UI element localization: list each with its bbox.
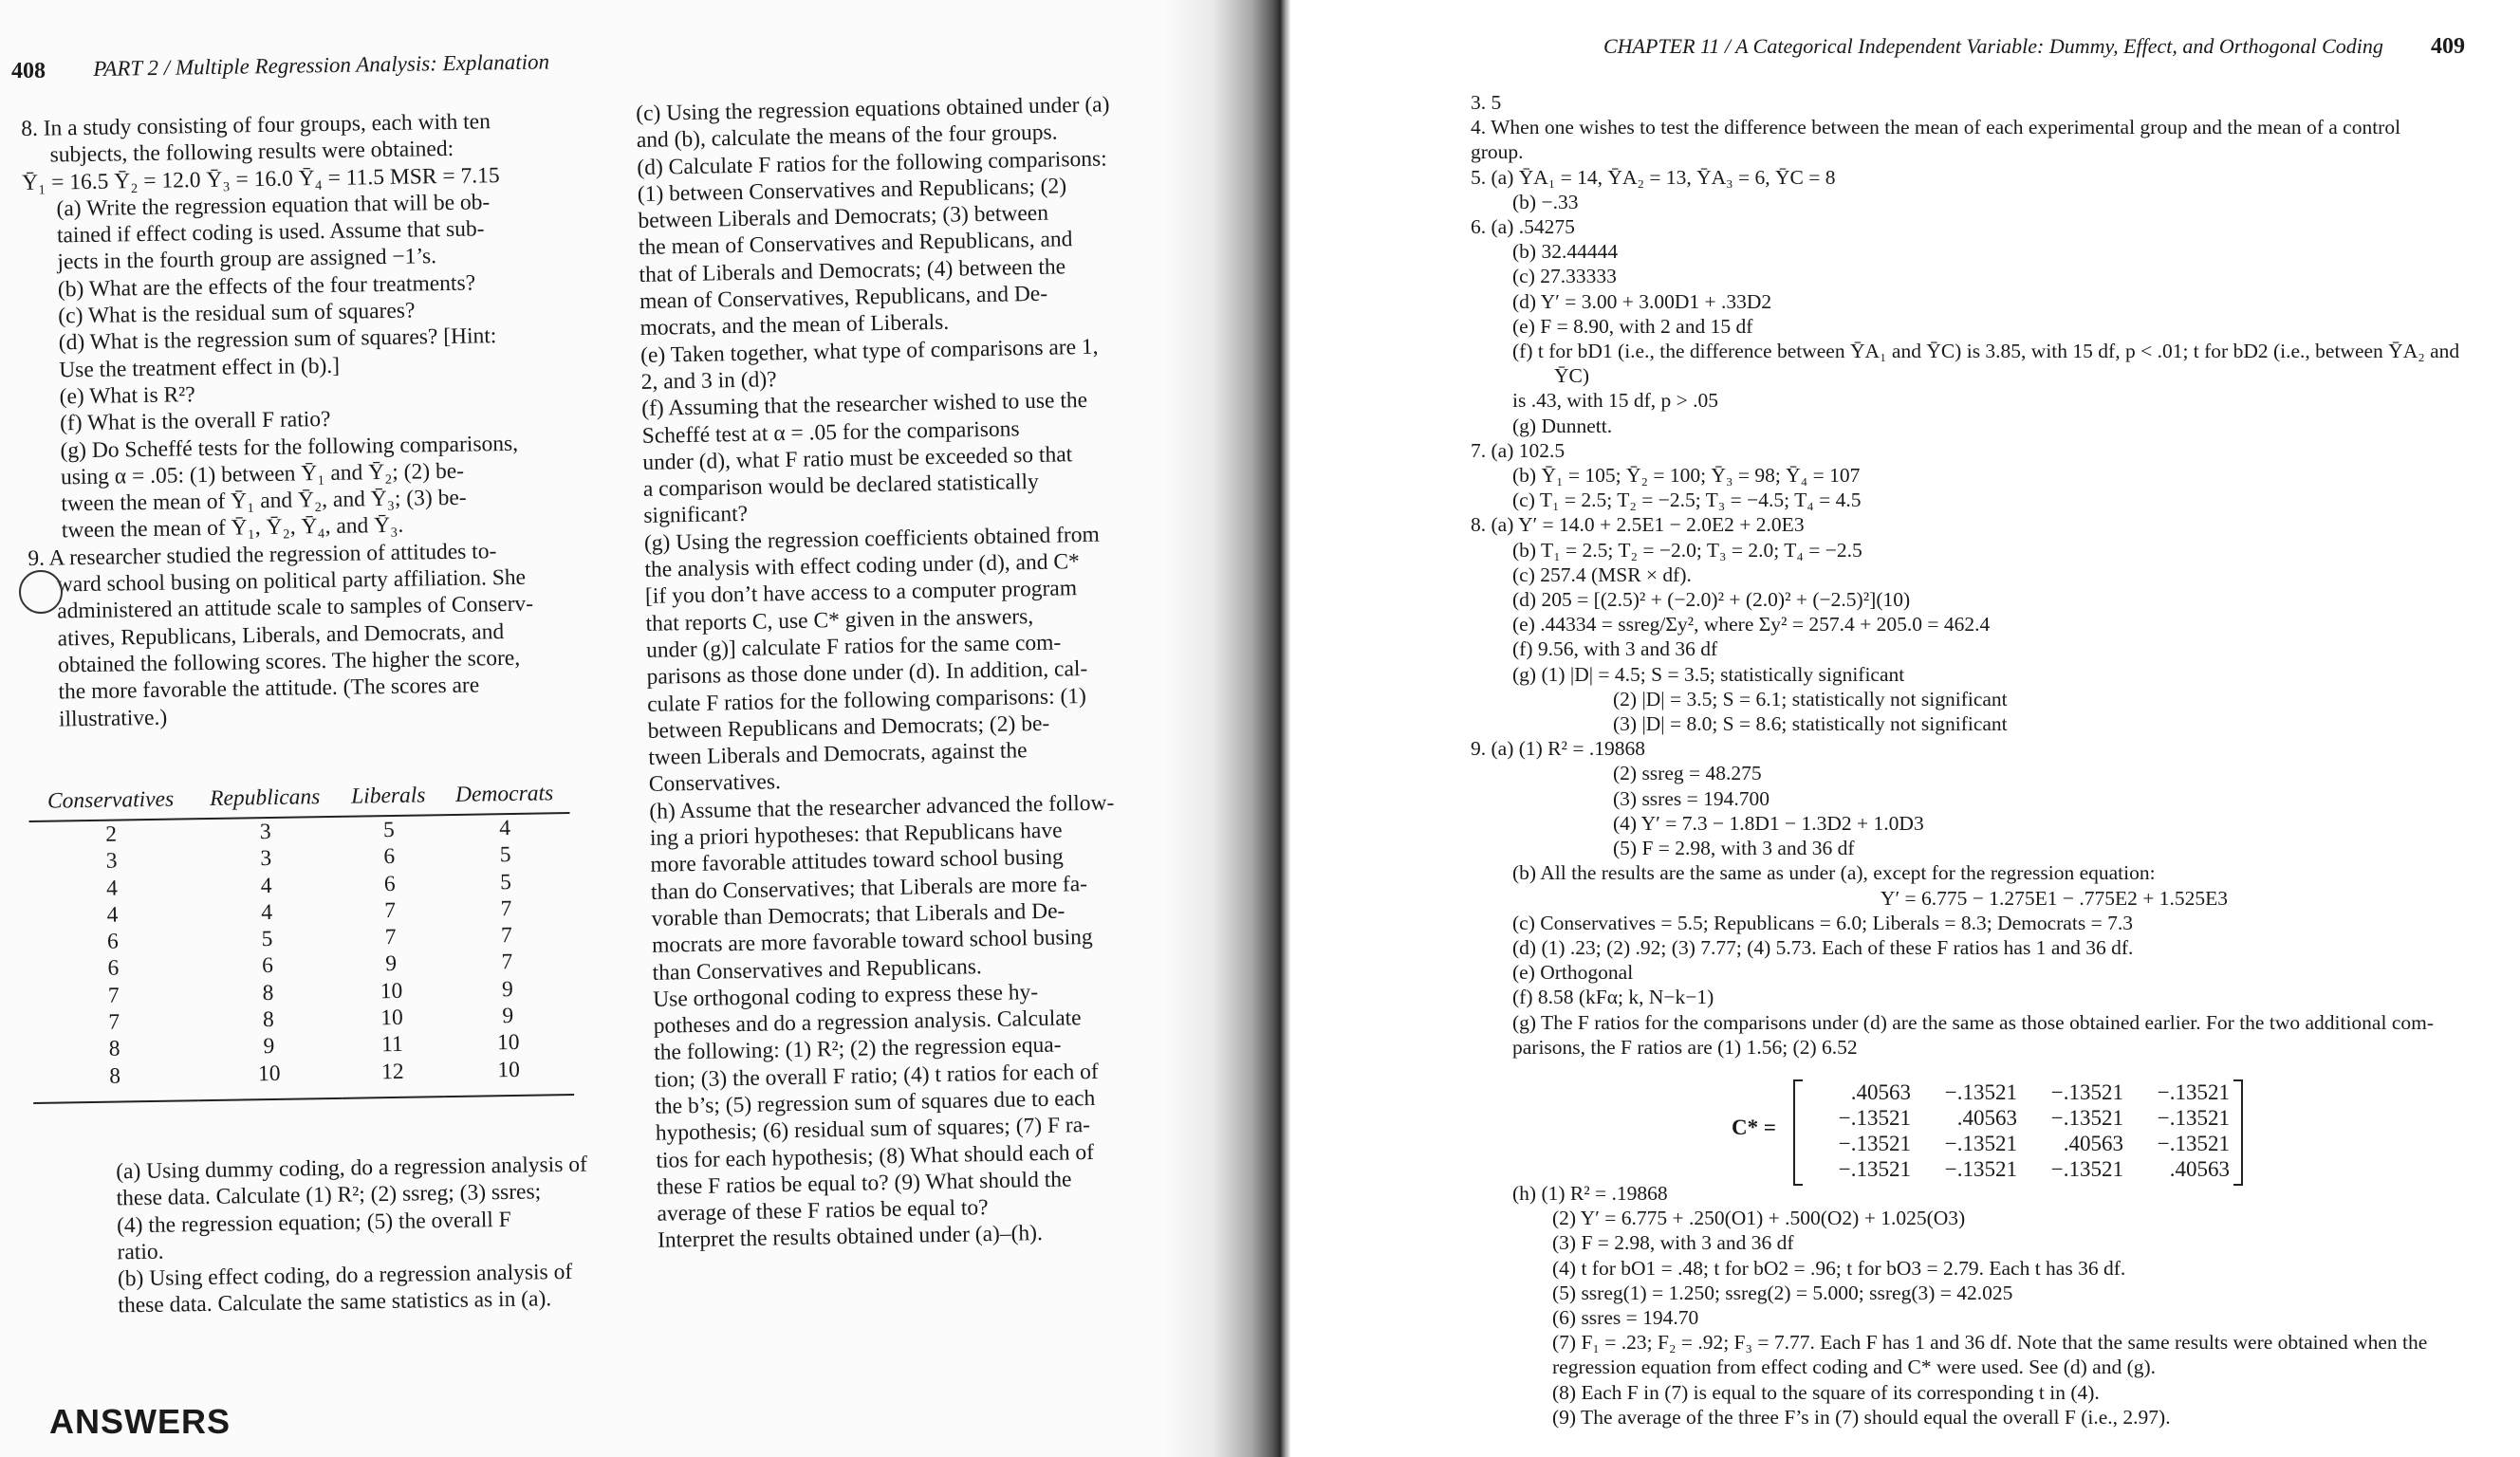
text-line: 5. (a) ȲA₁ = 14, ȲA₂ = 13, ȲA₃ = 6, ȲC = 8 <box>1471 165 1836 189</box>
table-body <box>29 813 575 1103</box>
text-line: 9. (a) (1) R² = .19868 <box>1471 737 1645 761</box>
text-line: tained if effect coding is used. Assume that sub- <box>56 216 485 249</box>
text-line: obtained the following scores. The higher the score, <box>57 645 521 678</box>
text-line: 7. (a) 102.5 <box>1471 438 1566 462</box>
left-column-1-tail <box>82 1152 592 1320</box>
matrix-right-bracket <box>2233 1079 2243 1186</box>
text-line: (4) Y′ = 7.3 − 1.8D1 − 1.3D2 + 1.0D3 <box>1613 811 1924 835</box>
matrix-rows <box>1805 1079 2230 1182</box>
table-cell: 7 <box>501 950 513 975</box>
text-line: these data. Calculate (1) R²; (2) ssreg; (3) ssres; <box>116 1179 542 1211</box>
column-header: Republicans <box>193 784 338 819</box>
problem-9-circle-mark <box>19 570 63 614</box>
text-line: (f) What is the overall F ratio? <box>59 407 331 436</box>
table-cell: 3 <box>105 848 118 875</box>
text-line: the analysis with effect coding under (d), and C* <box>644 549 1081 582</box>
matrix-cell: −.13521 <box>2157 1080 2230 1104</box>
text-line: significant? <box>643 502 749 529</box>
left-page <box>0 0 1233 1457</box>
text-line: tion; (3) the overall F ratio; (4) t ratios for each of <box>654 1059 1099 1093</box>
text-line: culate F ratios for the following comparisons: (1) <box>646 683 1087 717</box>
table-cell: 5 <box>382 817 395 843</box>
text-line: the mean of Conservatives and Republicans, and <box>638 227 1073 261</box>
text-line: ward school busing on political party affiliation. She <box>56 564 527 598</box>
text-line: (e) .44334 = ssreg/Σy², where Σy² = 257.4 + 205.0 = 462.4 <box>1512 613 1991 636</box>
text-line: (g) (1) |D| = 4.5; S = 3.5; statistically significant <box>1512 662 1905 686</box>
table-cell: 4 <box>105 876 119 901</box>
text-line: that reports C, use C* given in the answers, <box>645 603 1034 636</box>
text-line: potheses and do a regression analysis. Calculate <box>653 1005 1082 1039</box>
text-line: [if you don’t have access to a computer program <box>644 576 1078 610</box>
text-line: 4. When one wishes to test the difference between the mean of each experimental group and the mean of a control <box>1471 116 2401 139</box>
text-line: (8) Each F in (7) is equal to the square of its corresponding t in (4). <box>1552 1380 2100 1404</box>
text-line: vorable than Democrats; that Liberals and De- <box>651 898 1065 931</box>
table-cell: 7 <box>500 895 512 922</box>
text-line: (d) 205 = [(2.5)² + (−2.0)² + (2.0)² + (−2.5)²](10) <box>1512 588 1911 612</box>
text-line: (6) ssres = 194.70 <box>1552 1306 1699 1330</box>
text-line: ratio. <box>117 1239 164 1265</box>
text-line: (f) 9.56, with 3 and 36 df <box>1512 637 1718 661</box>
text-line: tween Liberals and Democrats, against the <box>648 738 1028 770</box>
table-cell: 6 <box>107 956 120 982</box>
left-page-number: 408 <box>11 59 46 83</box>
text-line: Ȳ₁ = 16.5 Ȳ₂ = 12.0 Ȳ₃ = 16.0 Ȳ₄ = 11.5 MSR = 7.15 <box>21 162 500 195</box>
answers-column-b <box>1471 1181 2495 1429</box>
table-cell: 9 <box>385 951 398 977</box>
text-line: these F ratios be equal to? (9) What should the <box>656 1167 1072 1200</box>
answers-heading: ANSWERS <box>49 1402 232 1441</box>
table-cell: 7 <box>500 923 513 949</box>
text-line: 9. A researcher studied the regression of attitudes to- <box>28 538 497 571</box>
text-line: tween the mean of Ȳ₁, Ȳ₂, Ȳ₄, and Ȳ₃. <box>61 513 404 544</box>
table-cell: 9 <box>502 1004 514 1029</box>
matrix-row <box>1805 1079 2230 1105</box>
table-cell: 9 <box>501 976 513 1002</box>
table-cell: 10 <box>196 1060 342 1101</box>
table-cell: 10 <box>380 978 403 1004</box>
text-line: mocrats are more favorable toward school busing <box>651 925 1093 959</box>
matrix-cell: .40563 <box>1850 1080 1911 1104</box>
table-cell: 5 <box>261 927 273 952</box>
text-line: jects in the fourth group are assigned −1’s. <box>57 244 437 275</box>
matrix-cell: .40563 <box>2169 1157 2230 1181</box>
text-line: 8. (a) Y′ = 14.0 + 2.5E1 − 2.0E2 + 2.0E3 <box>1471 513 1805 537</box>
matrix-cell: −.13521 <box>1838 1157 1911 1181</box>
text-line: (a) Write the regression equation that will be ob- <box>56 190 491 222</box>
table-cell: 6 <box>383 871 396 896</box>
text-line: administered an attitude scale to samples of Conserv- <box>57 591 534 624</box>
table-row <box>33 1056 575 1103</box>
text-line: (d) (1) .23; (2) .92; (3) 7.77; (4) 5.73. Each of these F ratios has 1 and 36 df. <box>1512 935 2134 959</box>
table-cell: 4 <box>261 899 273 926</box>
table-cell: 8 <box>33 1061 197 1103</box>
table-cell: 10 <box>443 1056 574 1097</box>
text-line: 3. 5 <box>1471 91 1502 114</box>
attitude-scores-table <box>28 781 574 1104</box>
matrix-cell: −.13521 <box>2157 1132 2230 1155</box>
matrix-cell: −.13521 <box>2050 1106 2123 1130</box>
matrix-row <box>1805 1105 2230 1131</box>
table-cell: 6 <box>261 953 274 979</box>
text-line: hypothesis; (6) residual sum of squares; (7) F ra- <box>655 1113 1091 1147</box>
text-line: (f) Assuming that the researcher wished to use the <box>640 388 1088 422</box>
text-line: Scheffé test at α = .05 for the comparisons <box>641 415 1020 449</box>
text-line: (c) What is the residual sum of squares? <box>58 298 416 329</box>
table-cell: 4 <box>106 902 119 928</box>
text-line: between Republicans and Democrats; (2) be- <box>647 710 1050 744</box>
text-line: (b) Using effect coding, do a regression analysis of <box>117 1260 573 1292</box>
table-cell: 11 <box>380 1032 403 1058</box>
text-line: illustrative.) <box>58 705 168 731</box>
text-line: average of these F ratios be equal to? <box>657 1195 989 1226</box>
text-line: (d) What is the regression sum of squares? [Hint: <box>58 323 497 356</box>
text-line: (3) ssres = 194.700 <box>1613 786 1770 810</box>
text-line: (1) between Conservatives and Republicans; (2) <box>637 174 1067 207</box>
table-cell: 9 <box>263 1034 275 1060</box>
text-line: tween the mean of Ȳ₁ and Ȳ₂, and Ȳ₃; (3) be- <box>61 485 467 517</box>
table-cell: 3 <box>260 846 272 872</box>
table-cell: 7 <box>384 925 397 950</box>
text-line: (b) T₁ = 2.5; T₂ = −2.0; T₃ = 2.0; T₄ = −2.5 <box>1512 538 1862 562</box>
text-line: regression equation from effect coding and C* were used. See (d) and (g). <box>1552 1356 2157 1379</box>
text-line: (c) 257.4 (MSR × df). <box>1512 563 1692 586</box>
matrix-cell: .40563 <box>2063 1132 2123 1155</box>
text-line: group. <box>1471 140 1524 164</box>
column-header: Democrats <box>439 781 570 815</box>
text-line: that of Liberals and Democrats; (4) between the <box>639 254 1066 287</box>
text-line: (c) Conservatives = 5.5; Republicans = 6.0; Liberals = 8.3; Democrats = 7.3 <box>1512 911 2133 934</box>
matrix-cell: −.13521 <box>1944 1157 2017 1181</box>
text-line: (5) ssreg(1) = 1.250; ssreg(2) = 5.000; ssreg(3) = 42.025 <box>1552 1281 2013 1304</box>
answers-column-a <box>1471 90 2495 1060</box>
text-line: (2) ssreg = 48.275 <box>1613 762 1762 785</box>
text-line: using α = .05: (1) between Ȳ₁ and Ȳ₂; (2) be- <box>60 458 465 490</box>
matrix-cell: −.13521 <box>2050 1080 2123 1104</box>
table-cell: 7 <box>107 983 120 1008</box>
text-line: (h) Assume that the researcher advanced the follow- <box>649 790 1115 824</box>
text-line: (7) F₁ = .23; F₂ = .92; F₃ = 7.77. Each F has 1 and 36 df. Note that the same results were obtained when the <box>1552 1331 2428 1355</box>
column-header: Liberals <box>337 783 439 817</box>
text-line: (4) t for bO1 = .48; t for bO2 = .96; t for bO3 = 2.79. Each t has 36 df. <box>1552 1256 2126 1280</box>
left-column-2 <box>636 91 1151 1255</box>
matrix-cell: −.13521 <box>1944 1080 2017 1104</box>
matrix-cell: −.13521 <box>1838 1132 1911 1155</box>
text-line: (b) −.33 <box>1512 190 1579 213</box>
text-line: subjects, the following results were obtained: <box>49 137 454 168</box>
matrix-cell: −.13521 <box>1944 1132 2017 1155</box>
matrix-left-bracket <box>1793 1079 1803 1186</box>
text-line: atives, Republicans, Liberals, and Democrats, and <box>57 618 505 652</box>
text-line: (d) Calculate F ratios for the following comparisons: <box>637 146 1107 180</box>
text-line: than Conservatives and Republicans. <box>652 953 983 986</box>
text-line: between Liberals and Democrats; (3) between <box>638 200 1049 234</box>
table-cell: 8 <box>108 1036 120 1062</box>
table-cell: 2 <box>105 821 118 847</box>
text-line: (b) What are the effects of the four treatments? <box>57 270 476 303</box>
table-cell: 3 <box>259 819 271 845</box>
text-line: under (d), what F ratio must be exceeded so that <box>642 442 1073 475</box>
text-line: 6. (a) .54275 <box>1471 215 1575 239</box>
table-cell: 6 <box>383 844 396 870</box>
matrix-cell: .40563 <box>1956 1106 2017 1130</box>
text-line: (g) The F ratios for the comparisons under (d) are the same as those obtained earlier. For the two additional com- <box>1512 1010 2434 1034</box>
text-line: (b) Ȳ₁ = 105; Ȳ₂ = 100; Ȳ₃ = 98; Ȳ₄ = 107 <box>1512 464 1861 488</box>
text-line: more favorable attitudes toward school busing <box>650 844 1064 878</box>
text-line: (a) Using dummy coding, do a regression analysis of <box>116 1152 588 1185</box>
text-line: (9) The average of the three F’s in (7) should equal the overall F (i.e., 2.97). <box>1552 1405 2171 1429</box>
table-cell: 8 <box>262 1007 274 1033</box>
left-running-head: PART 2 / Multiple Regression Analysis: Explanation <box>93 49 550 81</box>
column-header: Conservatives <box>28 786 193 821</box>
matrix-row <box>1805 1156 2230 1182</box>
table-cell: 10 <box>380 1005 403 1031</box>
text-line: (c) T₁ = 2.5; T₂ = −2.5; T₃ = −4.5; T₄ = 4.5 <box>1512 489 1862 512</box>
matrix-cell: −.13521 <box>1838 1106 1911 1130</box>
text-line: (c) Using the regression equations obtained under (a) <box>636 92 1110 126</box>
text-line: under (g)] calculate F ratios for the same com- <box>645 630 1062 663</box>
text-line: (3) F = 2.98, with 3 and 36 df <box>1552 1231 1794 1255</box>
text-line: (2) Y′ = 6.775 + .250(O1) + .500(O2) + 1.025(O3) <box>1552 1207 1966 1230</box>
matrix-label: C* = <box>1732 1116 1776 1139</box>
table-cell: 12 <box>342 1058 444 1098</box>
text-line: the more favorable the attitude. (The scores are <box>58 673 480 705</box>
text-line: these data. Calculate the same statistics as in (a). <box>118 1286 552 1319</box>
text-line: ing a priori hypotheses: that Republicans have <box>649 818 1063 851</box>
left-column-1 <box>21 107 576 733</box>
text-line: than do Conservatives; that Liberals are more fa- <box>650 871 1088 905</box>
text-line: (h) (1) R² = .19868 <box>1512 1182 1668 1205</box>
text-line: (2) |D| = 3.5; S = 6.1; statistically not significant <box>1613 687 2008 710</box>
text-line: (f) t for bD1 (i.e., the difference between ȲA₁ and ȲC) is 3.85, with 15 df, p < .01; t for bD2 (i.e., between ȲA₂ and ȲC) <box>1512 340 2460 388</box>
text-line: (5) F = 2.98, with 3 and 36 df <box>1613 837 1855 860</box>
text-line: (4) the regression equation; (5) the overall F <box>116 1207 511 1239</box>
table-cell: 4 <box>499 816 511 841</box>
table-cell: 5 <box>499 842 511 868</box>
text-line: the following: (1) R²; (2) the regression equa- <box>654 1032 1062 1066</box>
text-line: (e) F = 8.90, with 2 and 15 df <box>1512 314 1753 338</box>
text-line: parisons as those done under (d). In addition, cal- <box>646 656 1088 691</box>
text-line: Use the treatment effect in (b).] <box>59 353 341 383</box>
text-line: (g) Using the regression coefficients obtained from <box>643 522 1100 556</box>
text-line: (3) |D| = 8.0; S = 8.6; statistically not significant <box>1613 712 2008 736</box>
text-line: (g) Do Scheffé tests for the following comparisons, <box>60 431 519 463</box>
text-line: Interpret the results obtained under (a)–(h). <box>657 1221 1044 1254</box>
table-cell: 4 <box>260 873 272 898</box>
text-line: tios for each hypothesis; (8) What should each of <box>656 1139 1095 1173</box>
table-cell: 6 <box>106 929 120 954</box>
matrix-cell: −.13521 <box>2157 1106 2230 1130</box>
text-line: 2, and 3 in (d)? <box>640 367 777 395</box>
matrix-row <box>1805 1131 2230 1156</box>
text-line: Conservatives. <box>648 769 782 798</box>
right-running-head: CHAPTER 11 / A Categorical Independent Variable: Dummy, Effect, and Orthogonal Coding <box>1603 34 2383 58</box>
text-line: Use orthogonal coding to express these hy- <box>652 979 1039 1012</box>
right-page-number: 409 <box>2431 34 2465 59</box>
c-star-matrix <box>1805 1079 2230 1182</box>
text-line: and (b), calculate the means of the four groups. <box>636 120 1058 154</box>
table-cell: 7 <box>108 1009 120 1035</box>
text-line: (g) Dunnett. <box>1512 414 1613 437</box>
matrix-cell: −.13521 <box>2050 1157 2123 1181</box>
text-line: the b’s; (5) regression sum of squares due to each <box>655 1085 1096 1119</box>
table-cell: 10 <box>496 1030 520 1056</box>
text-line: (c) 27.33333 <box>1512 265 1617 288</box>
text-line: (d) Y′ = 3.00 + 3.00D1 + .33D2 <box>1512 289 1772 313</box>
table-cell: 7 <box>384 897 397 924</box>
text-line: mocrats, and the mean of Liberals. <box>639 310 950 341</box>
text-line: mean of Conservatives, Republicans, and De- <box>639 281 1048 315</box>
text-line: (b) 32.44444 <box>1512 240 1619 264</box>
text-line: parisons, the F ratios are (1) 1.56; (2) 6.52 <box>1512 1035 1858 1059</box>
text-line: is .43, with 15 df, p > .05 <box>1512 389 1718 413</box>
table-cell: 5 <box>499 869 512 894</box>
text-line: (e) Orthogonal <box>1512 961 1634 985</box>
text-line: (e) Taken together, what type of comparisons are 1, <box>639 334 1099 368</box>
text-line: a comparison would be declared statistically <box>642 470 1040 503</box>
text-line: (f) 8.58 (kFα; k, N−k−1) <box>1512 986 1714 1009</box>
text-line: (b) All the results are the same as under (a), except for the regression equation: <box>1512 861 2156 885</box>
text-line: (e) What is R²? <box>59 382 195 410</box>
text-line: 8. In a study consisting of four groups, each with ten <box>21 109 491 141</box>
table-cell: 8 <box>262 980 274 1005</box>
text-line: Y′ = 6.775 − 1.275E1 − .775E2 + 1.525E3 <box>1880 886 2229 910</box>
